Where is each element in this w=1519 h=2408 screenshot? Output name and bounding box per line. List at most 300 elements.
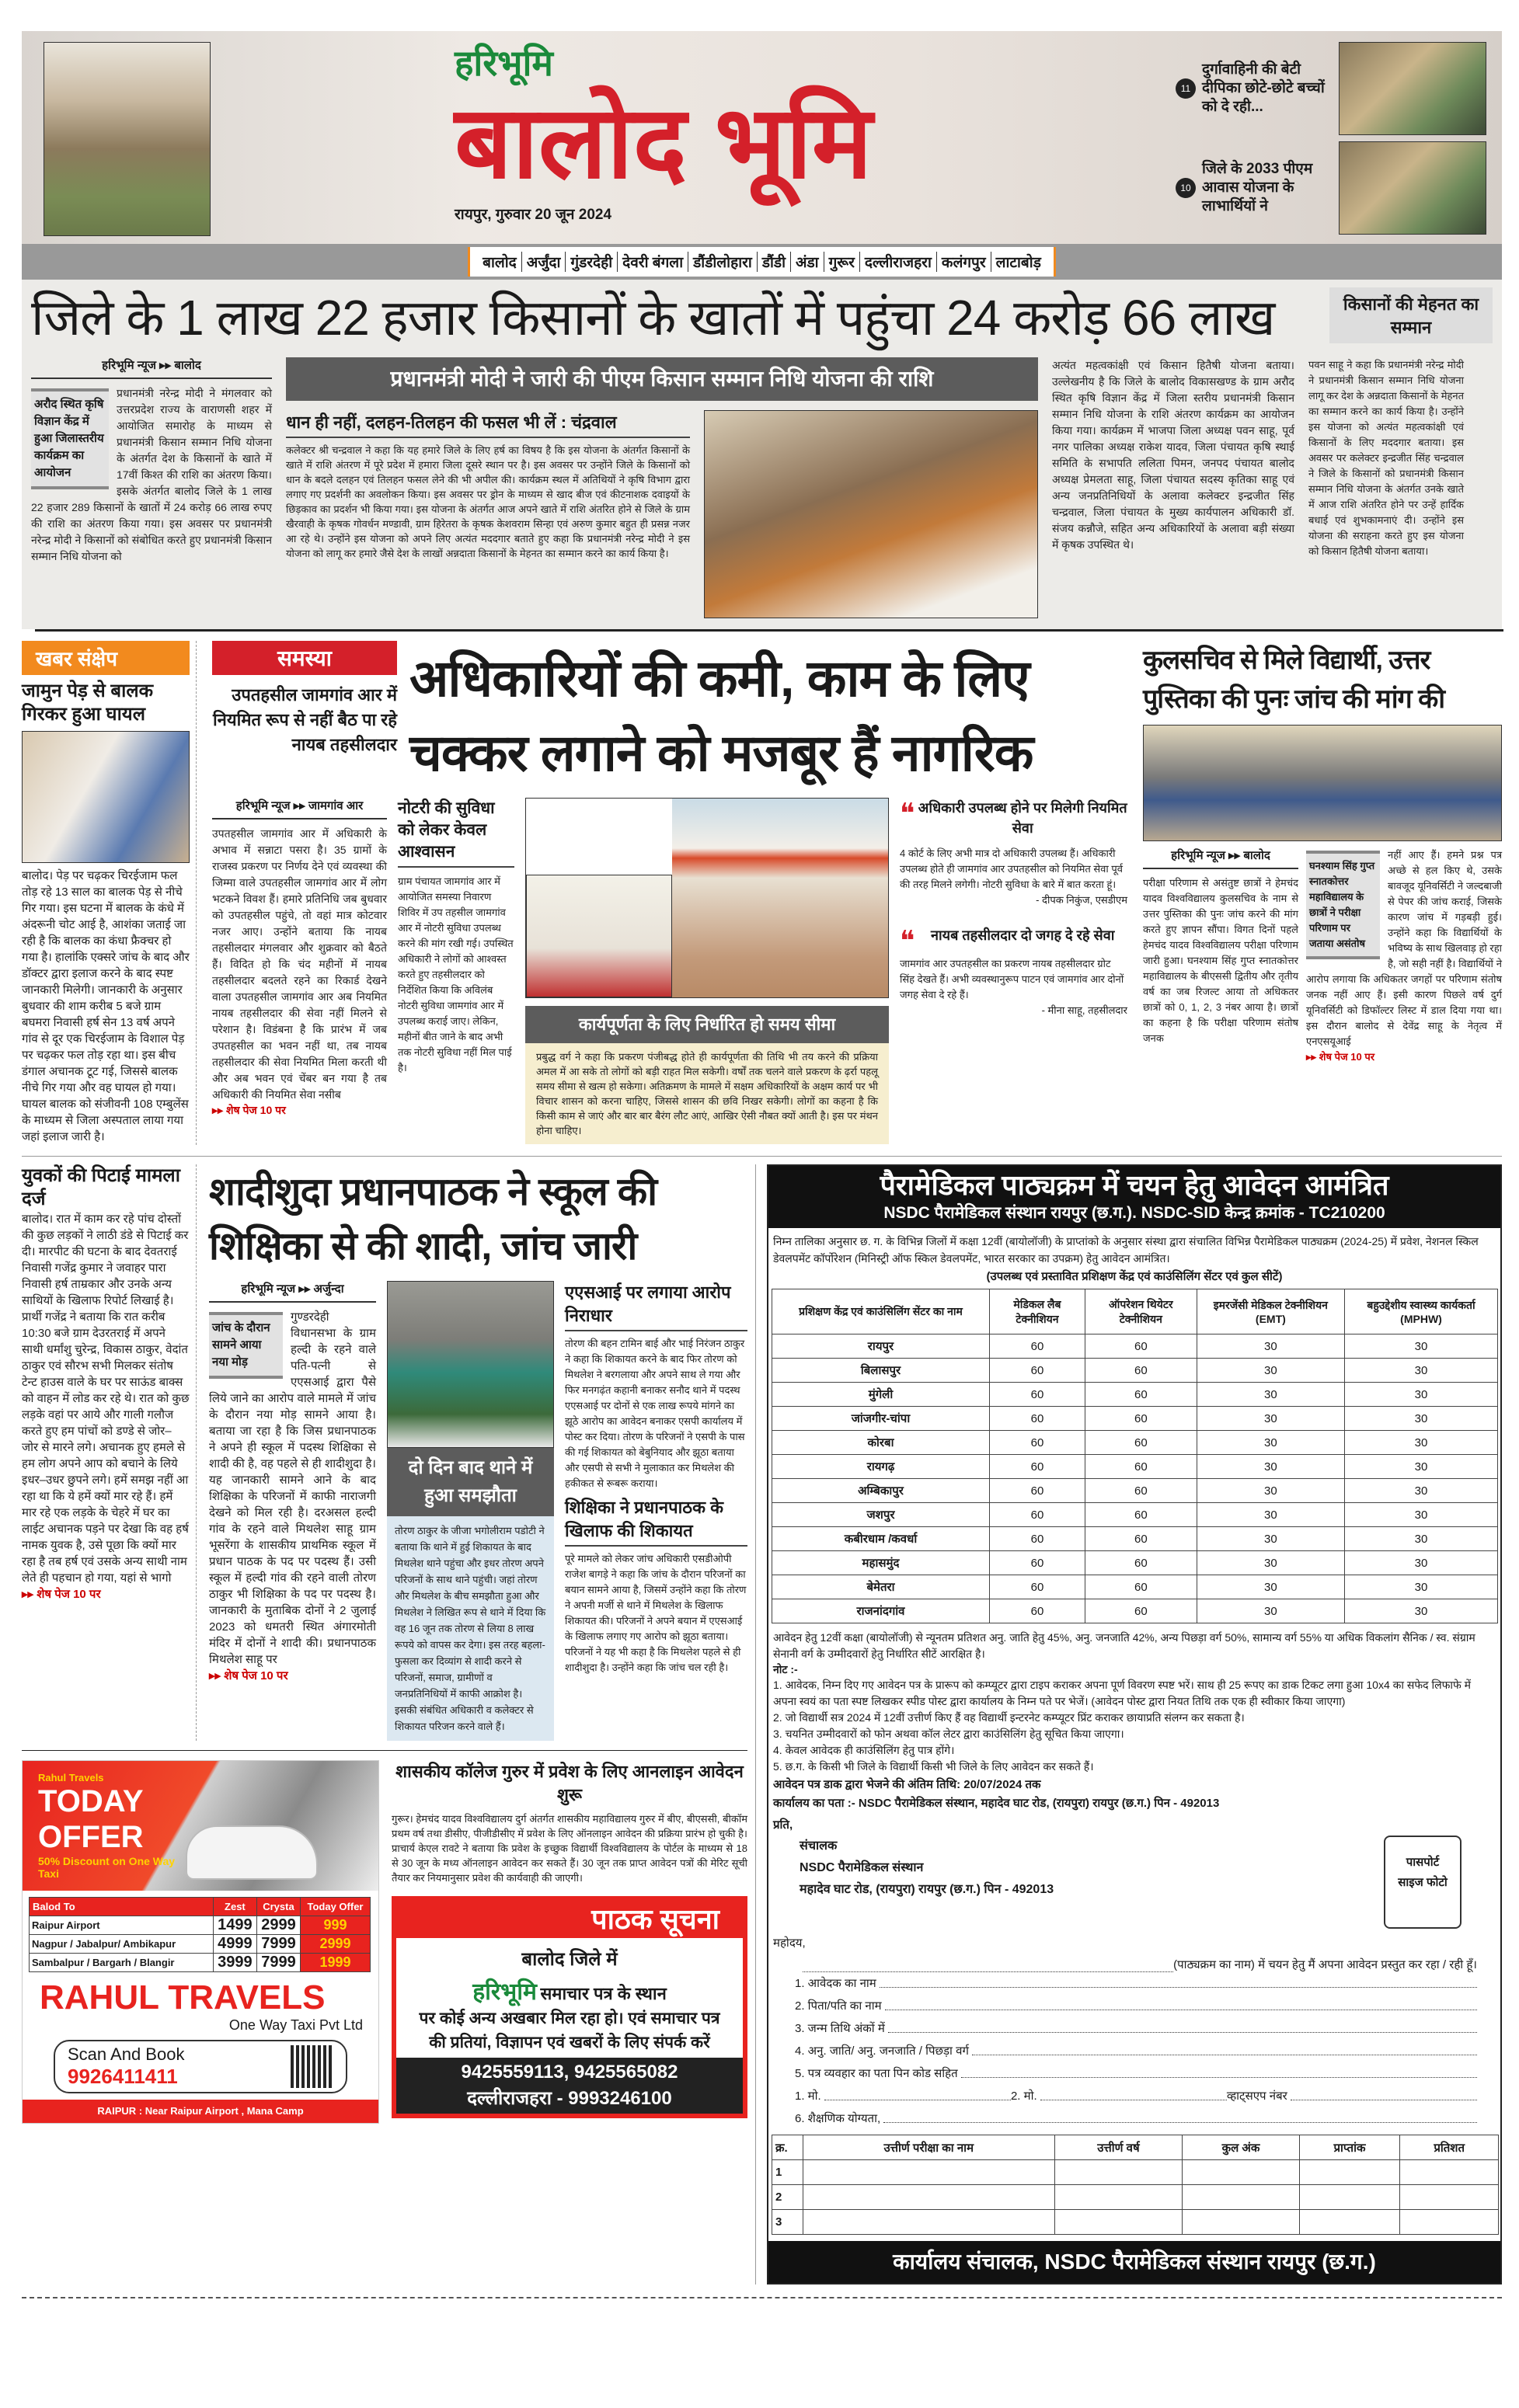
seat-count: 60 [990, 1479, 1085, 1503]
notes-list [768, 1677, 1500, 1775]
seats-row [772, 1599, 1498, 1623]
brand-logo: हरिभूमि [455, 43, 553, 83]
table-header-row [772, 2135, 1499, 2160]
divider [22, 1750, 747, 1751]
notice-line1: बालोद जिले में [521, 1949, 618, 1970]
college-headline: शासकीय कॉलेज गुरुर में प्रवेश के लिए आनलाइन आवेदन शुरू [395, 1762, 744, 1804]
quote-text: 4 कोर्ट के लिए अभी मात्र दो अधिकारी उपलब्ध हैं। अधिकारी उपलब्ध होते ही जामगांव आर उपतहसील को नियमित सेवा पूर्व की तरह मिलने लगेगी। नोटरी सुविधा के बारे में बात करता हूं। [900, 847, 1123, 890]
deadline-title: कार्यपूर्णता के लिए निर्धारित हो समय सीमा [525, 1006, 889, 1043]
complaint-text: पूरे मामले को लेकर जांच अधिकारी एसडीओपी राजेश बागड़े ने कहा कि जांच के दौरान परिजनों का बयान सामने आया है, जिसमें उन्होंने कहा कि तोरण ने अपनी मर्जी से थाने में मिथलेश के खिलाफ शिकायत की। परिजनों ने अपने बयान में एएसआई के खिलाफ लगाए गए आरोप को झूठा बताया। परिजनों ने यह भी कहा है कि मिथलेश पहले से ही शादीशुदा है। उन्होंने कहा कि जांच चल रही है। [565, 1553, 747, 1673]
seats-row [772, 1551, 1498, 1575]
settlement-title: दो दिन बाद थाने में हुआ समझौता [387, 1448, 554, 1516]
apply-text: (पाठ्यक्रम का नाम) में चयन हेतु मैं अपना आवेदन प्रस्तुत कर रहा / रही हूँ। [1173, 1958, 1477, 1971]
quote-title: अधिकारी उपलब्ध होने पर मिलेगी नियमित सेवा [918, 800, 1127, 836]
seat-count: 60 [990, 1455, 1085, 1479]
teaser-1[interactable] [1176, 42, 1331, 135]
seats-row [772, 1479, 1498, 1503]
seat-count: 60 [990, 1334, 1085, 1359]
seat-count: 30 [1345, 1407, 1498, 1431]
teacher-headline-2: शिक्षिका से की शादी, जांच जारी [209, 1224, 637, 1268]
seat-count: 60 [1085, 1407, 1197, 1431]
seat-count: 30 [1345, 1599, 1498, 1623]
teacher-text: गुण्डरदेही विधानसभा के ग्राम हल्दी के रहने वाले पति-पत्नी से एएसआई द्वारा पैसे लिये जाने का आरोप वाले मामले में जांच के दौरान नया मोड़ सामने आया है। बताया जा रहा है कि जिस प्रधानपाठक ने अपने ही स्कूल में पदस्थ शिक्षिका से शादी की है, वह पहले से ही शादीशुदा है। यह जानकारी सामने आने के बाद शिक्षिका के परिजनों में काफी नाराजगी देखने को मिल रही है। दरअसल हल्दी गांव के रहने वाले मिथलेश साहू ग्राम भूसरेंगा के शासकीय प्राथमिक स्कूल में प्रधान पाठक के पद पर पदस्थ हैं। उसी स्कूल में हल्दी गांव की रहने वाली तोरण ठाकुर भी शिक्षिका के पद पर पदस्थ है। जानकारी के मुताबिक दोनों ने 2 जुलाई 2023 को धमतरी स्थित अंगारमोती मंदिर में दोनों ने शादी की। प्रधानपाठक मिथलेश साहू पर [209, 1310, 376, 1666]
quote-1 [900, 798, 1127, 906]
page-badge: 11 [1176, 78, 1196, 99]
seat-count: 60 [1085, 1359, 1197, 1383]
seat-count: 60 [990, 1383, 1085, 1407]
quote-icon: ❝ [900, 924, 915, 956]
course-line[interactable] [768, 1957, 1500, 1972]
quote-text: जामगांव आर उपतहसील का प्रकरण नायब तहसीलदार ग्रोट सिंह देखते हैं। अभी व्यवस्थानुरूप पाटन एवं जामगांव आर दोनों जगह सेवा दे रहे हैं। [900, 958, 1124, 1000]
seat-count: 30 [1197, 1575, 1344, 1599]
mobile-1-input[interactable] [824, 2085, 1011, 2100]
office-inset-photo [526, 875, 672, 997]
edition-link[interactable]: कलंगपुर [937, 252, 991, 272]
field-label: 1. आवेदक का नाम [795, 1977, 876, 1990]
teaser-2[interactable] [1176, 141, 1331, 235]
paper-title: बालोद भूमि [455, 85, 873, 199]
lead-pullquote: अरौद स्थित कृषि विज्ञान केंद्र में हुआ जिलास्तरीय कार्यक्रम का आयोजन [31, 388, 109, 489]
seat-count: 30 [1345, 1431, 1498, 1455]
notice-contacts [396, 2058, 743, 2114]
edition-link[interactable]: अर्जुंदा [522, 252, 566, 272]
edition-link[interactable]: बालोद [478, 252, 522, 272]
seat-count: 30 [1345, 1383, 1498, 1407]
byline: हरिभूमि न्यूज ▸▸ बालोद [31, 357, 272, 379]
fare-header: Today Offer [301, 1898, 371, 1916]
asi-box [565, 1281, 747, 1741]
education-cell[interactable] [1183, 2185, 1299, 2210]
college-text: गुरूर। हेमचंद यादव विश्वविद्यालय दुर्ग अंतर्गत शासकीय महाविद्यालय गुरुर में बीए, बीएससी, बीकॉम प्रथम वर्ष तथा डीसीए, पीजीडीसीए में प्रवेश के लिए ऑनलाइन आवेदन की प्रक्रिया प्रारंभ हो चुकी है। प्राचार्य केएल रावटे ने बताया कि प्रवेश के इच्छुक विद्यार्थी विश्वविद्यालय के पोर्टल के माध्यम से 18 से 30 जून के मध्य ऑनलाइन आवेदन कर सकते हैं। 30 जून तक प्राप्त आवेदन पत्रों की मेरिट सूची तैयार कर नियमानुसार प्रवेश की कार्यवाही की जाएगी। [392, 1813, 747, 1884]
seat-count: 60 [990, 1599, 1085, 1623]
phone-numbers: 9425559113, 9425565082 [461, 2062, 678, 2083]
quote-title: नायब तहसीलदार दो जगह दे रहे सेवा [930, 927, 1115, 943]
seat-count: 30 [1345, 1527, 1498, 1551]
ad-company: RAHUL TRAVELS [40, 1978, 326, 2017]
brief-text-2: बालोद। रात में काम कर रहे पांच दोस्तों की कुछ लड़कों ने लाठी डंडे से पिटाई कर दी। मारपीट की घटना के बाद देवतराई निवासी गजेंद्र कुमार ने जवाहर पारा निवासी हर्ष ताम्रकार और उनके अन्य साथियों के खिलाफ रिपोर्ट लिखाई है। प्रार्थी गजेंद्र ने बताया कि रात करीब 10:30 बजे ग्राम देउरतराई में अपने साथी धर्मांशु चुरेन्द्र, विकास ठाकुर, वेदांत ठाकुर एवं सौरभ सभी मिलकर संतोष टेन्ट हाउस वाले के घर पर साऊंड बाक्स को वाहन में लोड कर रहे थे। रात को कुछ लड़के वहां पर आये और गाली गलौज करते हुए हम पांचों को डण्डे से जोर– जोर से मारने लगे। अचानक हुए हमले से हम लोग अपने आप को बचाने के लिये इधर–उधर छुपने लगे। हमें समझ नहीं आ रहा था कि ये हमें क्यों मार रहे हैं। हमें मार रहे एक लड़के के चेहरे में घर का लाईट अचानक पड़ने पर देखा कि वह हर्ष नामक युवक है, उसे पूछा कि क्यों मार रहा है तब हर्ष एवं उसके अन्य साथी नाम लेते ही पहचान हो गया, यहां से भागो [22, 1213, 190, 1585]
masthead-bar [22, 244, 1502, 280]
police-station-photo [387, 1281, 554, 1448]
seat-count: 30 [1345, 1359, 1498, 1383]
seat-count: 30 [1345, 1479, 1498, 1503]
notice-body [396, 1971, 743, 2058]
seat-count: 60 [990, 1551, 1085, 1575]
drone-photo [44, 42, 211, 236]
students-text-2: नहीं आए हैं। हमने प्रश्न पत्र अच्छे से हल किए थे, उसके बावजूद यूनिवर्सिटी ने जल्दबाजी से पेपर की जांच कराई, जिसके कारण जांच में गड़बड़ी हुई। उन्होंने कहा कि विद्यार्थियों के भविष्य के साथ खिलवाड़ हो रहा है, जो सही नहीं है। विद्यार्थियों ने आरोप लगाया कि अधिकतर जगहों पर परिणाम संतोष जनक नहीं आए हैं। इसी कारण पिछले वर्ष दुर्ग यूनिवर्सिटी को डिफॉल्टर लिस्ट में डाल दिया गया था। इस दौरान बालोद से देवेंद्र साहू के नेतृत्व में एनएसयूआई [1306, 849, 1502, 1047]
center-name: महासमुंद [772, 1551, 990, 1575]
education-cell[interactable] [1054, 2160, 1183, 2185]
column-header: क्र. [772, 2135, 803, 2160]
field-input[interactable] [885, 1995, 1477, 2010]
field-label: 4. अनु. जाति/ अनु. जनजाति / पिछड़ा वर्ग [795, 2044, 969, 2058]
students-col2 [1306, 847, 1502, 1063]
farmers-event-photo [704, 410, 1038, 618]
continued-link[interactable]: ▸▸ शेष पेज 10 पर [22, 1588, 101, 1601]
car-icon [186, 1825, 318, 1880]
seats-row [772, 1503, 1498, 1527]
whatsapp-input[interactable] [1291, 2085, 1477, 2100]
byline: हरिभूमि न्यूज ▸▸ जामगांव आर [212, 798, 387, 819]
notary-text: ग्राम पंचायत जामगांव आर में आयोजित समस्या निवारण शिविर में उप तहसील जामगांव आर में नोटरी सुविधा उपलब्ध करने की मांग रखी गई। उपस्थित अधिकारी ने लोगों को आश्वस्त करते हुए तहसीलदार को निर्देशित किया कि अविलंब नोटरी सुविधा जामगांव आर में उपलब्ध कराई जाए। लेकिन, महीनों बीत जाने के बाद अभी तक नोटरी सुविधा नहीं मिल पाई है। [398, 875, 514, 1074]
students-text-1: परीक्षा परिणाम से असंतुष्ट छात्रों ने हेमचंद यादव विश्वविद्यालय कुलसचिव के नाम से उत्तर पुस्तिका की पुनः जांच करने की मांग करते हुए ज्ञापन सौंपा। विगत दिनों पहले हेमचंद यादव विश्वविद्यालय परीक्षा परिणाम जारी हुआ। घनश्याम सिंह गुप्त स्नातकोत्तर महाविद्यालय के बीएससी द्वितीय और तृतीय वर्ष का जब रिजल्ट आया तो अधिकतर छात्रों को 0, 1, 2, 3 नंबर आया है। छात्रों का कहना है कि परीक्षा परिणाम संतोष जनक [1143, 877, 1298, 1044]
problem-headline-1: अधिकारियों की कमी, काम के लिए [409, 649, 1030, 707]
students-story [1143, 641, 1502, 1145]
field-input[interactable] [888, 2017, 1477, 2033]
teacher-pullquote: जांच के दौरान सामने आया नया मोड़ [209, 1312, 283, 1379]
page-bottom-cut-line [22, 2297, 1502, 2298]
center-name: रायगढ़ [772, 1455, 990, 1479]
teaser-photo-1 [1339, 42, 1486, 135]
edition-link[interactable]: डौंडी [758, 252, 791, 272]
seat-count: 60 [1085, 1527, 1197, 1551]
ad-company-sub: One Way Taxi Pvt Ltd [228, 2017, 363, 2033]
seat-count: 30 [1197, 1334, 1344, 1359]
seat-count: 30 [1197, 1431, 1344, 1455]
notice-line2: समाचार पत्र के स्थान [540, 1984, 667, 2003]
field-label: 2. मो. [1010, 2090, 1037, 2103]
addressee-line: महादेव घाट रोड, (रायपुरा) रायपुर (छ.ग.) पिन - 492013 [800, 1883, 1054, 1896]
center-name: बेमेतरा [772, 1575, 990, 1599]
offer-fare: 2999 [301, 1935, 371, 1954]
paramedical-ad [767, 1164, 1502, 2284]
note-item: 3. चयनित उम्मीदवारों को फोन अथवा कॉल लेटर द्वारा काउंसिलिंग हेतु सूचित किया जाएगा। [773, 1728, 1124, 1740]
rahul-travels-ad[interactable] [22, 1760, 379, 2124]
asi-title: एएसआई पर लगाया आरोप निराधार [565, 1281, 747, 1331]
field-input[interactable] [972, 2040, 1477, 2055]
seat-count: 30 [1197, 1407, 1344, 1431]
column-header: मेडिकल लैब टेक्नीशियन [990, 1289, 1085, 1334]
problem-col [212, 798, 387, 1144]
quote-author: - दीपक निकुंज, एसडीएम [1036, 894, 1127, 906]
seat-count: 60 [1085, 1334, 1197, 1359]
seats-row [772, 1575, 1498, 1599]
note-label: नोट :- [773, 1663, 798, 1676]
field-label: 6. शैक्षणिक योग्यता, [795, 2112, 881, 2125]
brief-title-1: जामुन पेड़ से बालक गिरकर हुआ घायल [22, 680, 154, 725]
fare: 2999 [256, 1916, 300, 1935]
table-header-row [772, 1289, 1498, 1334]
column-header: प्रशिक्षण केंद्र एवं काउंसिलिंग सेंटर का नाम [772, 1289, 990, 1334]
column-header: प्राप्तांक [1299, 2135, 1400, 2160]
education-cell[interactable] [1054, 2185, 1183, 2210]
education-cell[interactable] [1299, 2210, 1400, 2235]
students-group-photo [1143, 725, 1502, 841]
center-name: रायपुर [772, 1334, 990, 1359]
fare-table [29, 1897, 371, 1972]
education-cell[interactable] [1183, 2210, 1299, 2235]
salutation: महोदय, [773, 1936, 806, 1950]
seat-count: 30 [1197, 1479, 1344, 1503]
lead-headline: जिले के 1 लाख 22 हजार किसानों के खातों में पहुंचा 24 करोड़ 66 लाख [31, 290, 1275, 346]
note-item: 4. केवल आवेदक ही काउंसिलिंग हेतु पात्र होंगे। [773, 1744, 955, 1756]
column-header: उत्तीर्ण वर्ष [1054, 2135, 1183, 2160]
seat-count: 60 [990, 1503, 1085, 1527]
tehsil-office-photo [672, 799, 888, 997]
form-field [795, 1995, 1477, 2017]
seats-row [772, 1527, 1498, 1551]
seat-count: 30 [1345, 1503, 1498, 1527]
problem-label: समस्या [212, 641, 397, 675]
education-cell[interactable] [803, 2160, 1055, 2185]
table-caption: (उपलब्ध एवं प्रस्तावित प्रशिक्षण केंद्र एवं काउंसिलिंग सेंटर एवं कुल सीटें) [986, 1270, 1283, 1283]
seat-count: 60 [990, 1407, 1085, 1431]
masthead [22, 31, 1502, 244]
seat-count: 30 [1197, 1503, 1344, 1527]
form-field [795, 1972, 1477, 1995]
form-field [795, 2062, 1477, 2085]
fare: 4999 [213, 1935, 256, 1954]
ad-logo: Rahul Travels [38, 1772, 104, 1783]
route: Raipur Airport [30, 1916, 214, 1935]
seat-count: 60 [1085, 1479, 1197, 1503]
continued-link[interactable]: ▸▸ शेष पेज 10 पर [1306, 1051, 1375, 1063]
route: Sambalpur / Bargarh / Blangir [30, 1954, 214, 1972]
lead-subhead: धान ही नहीं, दलहन-तिलहन की फसल भी लें : चंद्रवाल [286, 410, 690, 438]
column-header: इमरजेंसी मेडिकल टेक्नीशियन (EMT) [1197, 1289, 1344, 1334]
lead-banner: प्रधानमंत्री मोदी ने जारी की पीएम किसान सम्मान निधि योजना की राशि [286, 357, 1038, 401]
seat-count: 60 [1085, 1599, 1197, 1623]
ad-hero [23, 1761, 378, 1891]
education-table [772, 2135, 1499, 2235]
education-field [768, 2107, 1500, 2130]
field-label: 3. जन्म तिथि अंकों में [795, 2022, 885, 2035]
edition-nav [468, 247, 1056, 277]
quote-author: - मीना साहू, तहसीलदार [1041, 1004, 1127, 1016]
teacher-col [209, 1281, 376, 1741]
seat-count: 30 [1197, 1455, 1344, 1479]
seat-count: 30 [1345, 1551, 1498, 1575]
ad-intro: निम्न तालिका अनुसार छ. ग. के विभिन्न जिलों में कक्षा 12वीं (बायोलॉजी) के प्राप्तांको के अनुसार संस्था द्वारा संचालित विभिन्न पैरामेडिकल पाठ्यक्रम (2024-25) में प्रवेश, नेशनल स्किल डेवलपमेंट कॉर्पोरेशन (मिनिस्ट्री ऑफ स्किल डेवलपमेंट, भारत सरकार का उपक्रम) हेतु आवेदन आमंत्रित। [773, 1235, 1479, 1265]
fare: 3999 [213, 1954, 256, 1972]
center-name: जशपुर [772, 1503, 990, 1527]
byline: हरिभूमि न्यूज ▸▸ बालोद [1143, 847, 1298, 869]
quote-2 [900, 925, 1127, 1017]
lead-col2-text: कलेक्टर श्री चन्द्रवाल ने कहा कि यह हमारे जिले के लिए हर्ष का विषय है कि इस योजना के अंतर्गत किसानों के खाते में राशि अंतरण में पूरे प्रदेश में हमारा जिला दूसरे स्थान पर है। इस अवसर पर उन्होंने जिले के किसानों को धान के बदले दलहन एवं तिलहन फसल लेने की भी अपील की। कार्यक्रम स्थल में अतिथियों ने कृषि विभाग द्वारा लगाए गए प्रदर्शनी का अवलोकन किया। इस अवसर पर ड्रोन के माध्यम से खाद बीज एवं कीटनाशक दवाइयों के छिड़काव का प्रदर्शन भी किया गया। इस योजना के अंतर्गत आज अपने खाते में राशि अंतरित होने से जिले के ग्राम खैरवाही के कृषक गोवर्धन मण्डावी, ग्राम हिरेतरा के कृषक केशवराम सिन्हा एवं अरुण कुमार बहुत ही प्रसन्न नजर आ रहे थे। उन्होंने इस योजना को अपने लिए अत्यंत मददगार बताते हुए कहा कि प्रधानमंत्री नरेन्द्र मोदी ने इस योजना को लागू कर हमारे जैसे देश के लाखों अन्नदाता किसानों के मेहनत का सम्मान करने का कार्य किया है। [286, 444, 690, 559]
scan-book-box[interactable] [54, 2040, 347, 2093]
field-label: 5. पत्र व्यवहार का पता पिन कोड सहित [795, 2067, 958, 2080]
seats-row [772, 1431, 1498, 1455]
offer-fare: 999 [301, 1916, 371, 1935]
reader-notice [392, 1896, 747, 2118]
seats-table [772, 1289, 1498, 1623]
row-number: 3 [772, 2210, 803, 2235]
column-header: उत्तीर्ण परीक्षा का नाम [803, 2135, 1055, 2160]
brief-title-2: युवकों की पिटाई मामला दर्ज [22, 1165, 180, 1209]
seat-count: 30 [1197, 1359, 1344, 1383]
education-cell[interactable] [1400, 2160, 1499, 2185]
offer-fare: 1999 [301, 1954, 371, 1972]
mobile-2-input[interactable] [1040, 2085, 1227, 2100]
education-cell[interactable] [1400, 2210, 1499, 2235]
teaser-text: दुर्गावाहिनी की बेटी दीपिका छोटे-छोटे बच्चों को दे रही... [1202, 61, 1325, 115]
ad-subtitle: NSDC पैरामेडिकल संस्थान रायपुर (छ.ग.). NSDC-SID केन्द्र क्रमांक - TC210200 [883, 1204, 1385, 1222]
seat-count: 60 [990, 1575, 1085, 1599]
fare-row [30, 1935, 371, 1954]
seat-count: 60 [1085, 1551, 1197, 1575]
field-label: 2. पिता/पति का नाम [795, 1999, 882, 2013]
quote-icon: ❝ [900, 797, 915, 829]
asi-text: तोरण की बहन टामिन बाई और भाई निरंजन ठाकुर ने कहा कि शिकायत करने के बाद फिर तोरण को मिथलेश ने बरगलाया और अपने साथ ले गया और फिर मनगढ़ंत कहानी बनाकर सनौद थाने में पदस्थ एएसआई पर दोनों से एक लाख रूपये मांगने का झूठे आरोप का आवेदन बनाकर एसपी कार्यालय में पोस्ट कर दिया। तोरण के परिजनों ने एसपी के पास की गई शिकायत को बेबुनियाद और झूठा बताया और एसपी से सभी ने मुलाकात कर मिथलेश की हकीकत से रूबरू कराया। [565, 1338, 745, 1489]
byline: हरिभूमि न्यूज ▸▸ अर्जुन्दा [209, 1281, 376, 1303]
ad-today: TODAY [38, 1784, 144, 1818]
lead-background [22, 280, 1502, 629]
divider [35, 629, 1503, 632]
ad-title: पैरामेडिकल पाठ्यक्रम में चयन हेतु आवेदन आमंत्रित [880, 1169, 1389, 1201]
injured-boy-photo [22, 731, 190, 863]
ad-discount: 50% Discount on One Way Taxi [38, 1855, 176, 1880]
continued-link[interactable]: ▸▸ शेष पेज 10 पर [209, 1669, 288, 1682]
lead-side-label: किसानों की मेहनत का सम्मान [1329, 287, 1493, 343]
seat-count: 30 [1197, 1527, 1344, 1551]
column-header: ऑपरेशन थियेटर टेक्नीशियन [1085, 1289, 1197, 1334]
center-name: कोरबा [772, 1431, 990, 1455]
seats-row [772, 1383, 1498, 1407]
brief-column [22, 641, 197, 1145]
education-row [772, 2185, 1499, 2210]
edition-link[interactable]: डौंडीलोहारा [688, 252, 758, 272]
seats-row [772, 1455, 1498, 1479]
center-name: मुंगेली [772, 1383, 990, 1407]
seat-count: 30 [1345, 1334, 1498, 1359]
edition-link[interactable]: गुरूर [824, 252, 860, 272]
education-cell[interactable] [803, 2185, 1055, 2210]
edition-link[interactable]: देवरी बंगला [618, 252, 688, 272]
fare: 7999 [256, 1954, 300, 1972]
title-block [229, 42, 1157, 236]
seat-count: 60 [990, 1359, 1085, 1383]
brief-text-1: बालोद। पेड़ पर चढ़कर चिरईजाम फल तोड़ रहे 13 साल का बालक पेड़ से नीचे गिर गया। इस घटना में बालक के कंधे में अंदरूनी चोट आई है, आशंका जताई जा रही है कि बालक का कंधा फ्रैक्चर हो गया है। हालांकि एक्सरे जांच के बाद और डॉक्टर द्वारा इलाज करने के बाद स्पष्ट जानकारी मिलेगी। जानकारी के अनुसार बुधवार की शाम करीब 5 बजे ग्राम बघमरा निवासी हर्ष सेन 13 वर्ष अपने गांव से दूर एक चिरईजाम के विशाल पेड़ पर चढ़कर फल तोड़ रहा था। इस बीच डंगाल अचानक टूट गई, जिससे बालक नीचे गिर गया और वह घायल हो गया। घायल बालक को संजीवनी 108 एम्बुलेंस के माध्यम से जिला अस्पताल लाया गया जहां इलाज जारी है। [22, 869, 190, 1143]
fare-row [30, 1916, 371, 1935]
office-address: कार्यालय का पता :- NSDC पैरामेडिकल संस्थान, महादेव घाट रोड, (रायपुरा) रायपुर (छ.ग.) पिन - 492013 [773, 1797, 1220, 1810]
note-item: 2. जो विद्यार्थी सत्र 2024 में 12वीं उत्तीर्ण किए हैं वह विद्यार्थी इन्टरनेट कम्प्यूटर प्रिंट कराकर छायाप्रति संलग्न कर सकता है। [773, 1711, 1245, 1724]
ad-address: RAIPUR : Near Raipur Airport , Mana Camp [23, 2100, 378, 2123]
fare-header: Crysta [256, 1898, 300, 1916]
column-header: प्रतिशत [1400, 2135, 1499, 2160]
problem-text: उपतहसील जामगांव आर में अधिकारी के अभाव में सन्नाटा पसरा है। 35 ग्रामों के राजस्व प्रकरण पर निर्णय देने एवं व्यवस्था की जिम्मा वाले उपतहसील जामगांव आर में लोग भटकने विवश हैं। हमारे प्रतिनिधि जब बुधवार को उपतहसील पहुंचे, तो वहां मात्र कोटवार नजर आए। उन्होंने बताया कि नायब तहसीलदार मंगलवार और शुक्रवार को बैठते हैं। विदित हो कि चंद महीनों में नायब तहसीलदार बदलते रहने का रिकार्ड देखने वाला उपतहसील जामगांव आर अब नियमित नायब तहसीलदार की सेवा नहीं मिलने से परेशान है। विडंबना है कि प्रारंभ में जब उपतहसील का भवन नहीं था, तब नायब तहसीलदार की सेवा नियमित मिला करती थी और अब भवन एवं चेंबर बन गया है तब अधिकारी की नियमित सेवा नसीब [212, 827, 387, 1101]
dalli-phone: दल्लीराजहरा - 9993246100 [467, 2088, 672, 2109]
students-pullquote: घनश्याम सिंह गुप्त स्नातकोत्तर महाविद्यालय के छात्रों ने परीक्षा परिणाम पर जताया असंतोष [1306, 851, 1380, 959]
mobile-fields [768, 2085, 1500, 2107]
continued-link[interactable]: ▸▸ शेष पेज 10 पर [212, 1104, 286, 1116]
qr-code-icon [291, 2045, 333, 2088]
teaser-photo-2 [1339, 141, 1486, 235]
row-number: 2 [772, 2185, 803, 2210]
ad-footer: कार्यालय संचालक, NSDC पैरामेडिकल संस्थान रायपुर (छ.ग.) [768, 2241, 1500, 2283]
row-number: 1 [772, 2160, 803, 2185]
education-cell[interactable] [1299, 2160, 1400, 2185]
brand-logo: हरिभूमि [472, 1979, 537, 2005]
addressee-line: संचालक [800, 1839, 838, 1853]
center-name: अम्बिकापुर [772, 1479, 990, 1503]
seat-count: 30 [1197, 1383, 1344, 1407]
addressee-line: NSDC पैरामेडिकल संस्थान [800, 1861, 924, 1874]
field-label: 1. मो. [795, 2090, 821, 2103]
column-header: बहुउद्देशीय स्वास्थ्य कार्यकर्ता (MPHW) [1345, 1289, 1498, 1334]
center-name: राजनांदगांव [772, 1599, 990, 1623]
fare-header: Balod To [30, 1898, 214, 1916]
notary-box [398, 798, 514, 1144]
seats-row [772, 1334, 1498, 1359]
form-field [795, 2040, 1477, 2062]
notary-title: नोटरी की सुविधा को लेकर केवल आश्वासन [398, 798, 514, 868]
form-fields [768, 1972, 1500, 2085]
fare-header: Zest [213, 1898, 256, 1916]
phone-number: 9926411411 [68, 2065, 178, 2088]
passport-photo-box: पासपोर्ट साइज फोटो [1384, 1836, 1462, 1929]
center-name: बिलासपुर [772, 1359, 990, 1383]
problem-deck: उपतहसील जामगांव आर में नियमित रूप से नहीं बैठ पा रहे नायब तहसीलदार [212, 685, 397, 754]
scan-label: Scan And Book [68, 2044, 185, 2064]
seat-count: 30 [1345, 1455, 1498, 1479]
seat-count: 30 [1345, 1575, 1498, 1599]
field-input[interactable] [961, 2062, 1477, 2078]
route: Nagpur / Jabalpur/ Ambikapur [30, 1935, 214, 1954]
edition-link[interactable]: अंडा [791, 252, 824, 272]
education-cell[interactable] [1054, 2210, 1183, 2235]
edition-link[interactable]: गुंडरदेही [566, 252, 618, 272]
note-item: 1. आवेदक, निम्न दिए गए आवेदन पत्र के प्रारूप को कम्प्यूटर द्वारा टाइप कराकर अपना पूर्ण विवरण स्पष्ट भरें। साथ ही 25 रूपए का डाक टिकट लगा हुआ 10x4 का सफेद लिफाफे में अपना स्वयं का पता स्पष्ट लिखकर स्पीड पोस्ट द्वारा कार्यालय के निम्न पते पर भेजें। (आवेदन पोस्ट द्वारा नियत तिथि तक एक ही स्वीकार किया जाएगा) [773, 1679, 1472, 1707]
form-field [795, 2017, 1477, 2040]
blank-line[interactable] [803, 1957, 1173, 1972]
prati: प्रति, [773, 1818, 793, 1832]
seat-count: 60 [1085, 1383, 1197, 1407]
problem-headline-2: चक्कर लगाने को मजबूर हैं नागरिक [409, 724, 1033, 781]
teaser-text: जिले के 2033 पीएम आवास योजना के लाभार्थियों ने [1202, 161, 1313, 214]
field-label: व्हाट्सएप नंबर [1226, 2090, 1287, 2103]
teacher-headline-1: शादीशुदा प्रधानपाठक ने स्कूल की [209, 1170, 657, 1213]
seat-count: 60 [1085, 1503, 1197, 1527]
edition-link[interactable]: लाटाबोड़ [995, 255, 1041, 271]
teasers [1176, 42, 1486, 236]
complaint-title: शिक्षिका ने प्रधानपाठक के खिलाफ की शिकायत [565, 1496, 747, 1547]
settlement-text: तोरण ठाकुर के जीजा भगोलीराम पडोटी ने बताया कि थाने में हुई शिकायत के बाद मिथलेश थाने पहुंचा और इधर तोरण अपने परिजनों के साथ थाने पहुंची। जहां तोरण और मिथलेश के बीच समझौता हुआ और मिथलेश ने लिखित रूप से थाने में दिया कि वह 16 जून तक तोरण से लिया 8 लाख रूपये को वापस कर देगा। इस तरह बहला-फुसला कर दिव्यांग से शादी करने से परिजनों, समाज, ग्रामीणों व जनप्रतिनिधियों में काफी आक्रोश है। इसकी संबंधित अधिकारी व कलेक्टर से शिकायत परिजन करने वाले हैं। [387, 1516, 554, 1741]
center-name: जांजगीर-चांपा [772, 1407, 990, 1431]
deadline-text: प्रबुद्ध वर्ग ने कहा कि प्रकरण पंजीबद्ध होते ही कार्यपूर्णता की तिथि भी तय करने की प्रक्रिया अमल में आ सके तो लोगों को बड़ी राहत मिल सकेगी। वर्षों तक चलने वाले प्रकरण के ढ़र्रा पहलू समय सीमा से खत्म हो सकेगा। अतिक्रमण के मामले में सक्षम अधिकारियों के अक्षम कार्य पर भी विचार शासन को करना चाहिए, जिससे शासन की छवि निखर सकेगी। लोगों का कहना है कि किसी काम से जाएं और बार बार बैरंग लौट आएं, आखिर ऐसी नौबत क्यों आती है। इस पर मंथन होना चाहिए। [525, 1043, 889, 1144]
education-row [772, 2210, 1499, 2235]
notice-line3: पर कोई अन्य अखबार मिल रहा हो। एवं समाचार पत्र की प्रतियां, विज्ञापन एवं खबरों के लिए संपर्क करें [419, 2010, 720, 2051]
education-cell[interactable] [1299, 2185, 1400, 2210]
lead-col1-text: प्रधानमंत्री नरेन्द्र मोदी ने मंगलवार को उत्तरप्रदेश राज्य के वाराणसी शहर में आयोजित समारोह के माध्यम से प्रधानमंत्री किसान सम्मान निधि योजना के अंतर्गत देश के किसानों के खाते में 17वीं किश्त की राशि का अंतरण किया। इसके अंतर्गत बालोद जिले के 1 लाख 22 हजार 289 किसानों के खातों में 24 करोड़ 66 लाख रुपए की राशि का अंतरण किया गया। इस अवसर पर प्रधानमंत्री नरेन्द्र मोदी ने किसानों को संबोधित करते हुए प्रधानमंत्री किसान सम्मान निधि योजना को [31, 387, 272, 562]
seat-count: 60 [990, 1527, 1085, 1551]
seat-count: 30 [1197, 1551, 1344, 1575]
column-header: कुल अंक [1183, 2135, 1299, 2160]
dateline: रायपुर, गुरुवार 20 जून 2024 [455, 207, 612, 223]
ad-header [768, 1166, 1500, 1228]
students-headline: कुलसचिव से मिले विद्यार्थी, उत्तर पुस्तिका की पुनः जांच की मांग की [1143, 645, 1445, 714]
field-input[interactable] [880, 1972, 1477, 1988]
seats-row [772, 1359, 1498, 1383]
note-item: 5. छ.ग. के किसी भी जिले के विद्यार्थी किसी भी जिले के लिए आवेदन कर सकते हैं। [773, 1760, 1094, 1773]
lead-col1 [31, 357, 272, 618]
ad-offer: OFFER [38, 1820, 144, 1854]
education-cell[interactable] [1183, 2160, 1299, 2185]
seat-count: 60 [1085, 1431, 1197, 1455]
addressee [800, 1836, 1384, 1901]
lead-col3-text: अत्यंत महत्वकांक्षी एवं किसान हितैषी योजना बताया। उल्लेखनीय है कि जिले के बालोद विकासखण्ड के ग्राम अरौद स्थित कृषि विज्ञान केंद्र में जिला स्तरीय प्रधानमंत्री किसान सम्मान निधि योजना के राशि अंतरण कार्यक्रम का आयोजन किया गया। कार्यक्रम में भाजपा जिला अध्यक्ष पवन साहू, पूर्व नगर पालिका अध्यक्ष राकेश यादव, जिला पंचायत कृषि स्थाई समिति के सभापति ललिता पिमन, जनपद पंचायत बालोद अध्यक्ष प्रेमलता साहू, जिला पंचायत सदस्य कृतिका साहू एवं अन्य जनप्रतिनिधियों के अलावा कलेक्टर इन्द्रजीत सिंह चन्द्रवाल, जिला पंचायत के मुख्य कार्यपालन अधिकारी डॉ. संजय कन्नौजे, सहित अन्य अधिकारियों के अलावा बड़ी संख्या में कृषक उपस्थित थे। [1052, 359, 1294, 551]
page-badge: 10 [1176, 178, 1196, 198]
students-col1 [1143, 847, 1298, 1063]
edition-link[interactable]: दल्लीराजहरा [860, 252, 937, 272]
education-input[interactable] [883, 2107, 1477, 2123]
seats-row [772, 1407, 1498, 1431]
seat-count: 60 [1085, 1575, 1197, 1599]
seat-count: 60 [990, 1431, 1085, 1455]
brief-label: खबर संक्षेप [22, 641, 190, 675]
education-cell[interactable] [803, 2210, 1055, 2235]
fare: 7999 [256, 1935, 300, 1954]
lead-col4-text: पवन साहू ने कहा कि प्रधानमंत्री नरेन्द्र मोदी ने प्रधानमंत्री किसान सम्मान निधि योजना लागू कर देश के अन्नदाता किसानों के मेहनत का सम्मान करने का कार्य किया है। उन्होंने इस योजना को अत्यंत महत्वकांक्षी एवं किसानों के लिए मददगार बताया। इस अवसर पर कलेक्टर इन्द्रजीत सिंह चन्द्रवाल ने जिले के किसानों को प्रधानमंत्री किसान सम्मान निधि योजना के अंतर्गत उनके खाते में आज राशि अंतरित होने पर उन्हें हार्दिक बधाई एवं शुभकामनाएं दी। उन्होंने इस योजना की सराहना करते हुए इस योजना को किसान हितैषी योजना बताया। [1308, 359, 1464, 557]
education-cell[interactable] [1400, 2185, 1499, 2210]
